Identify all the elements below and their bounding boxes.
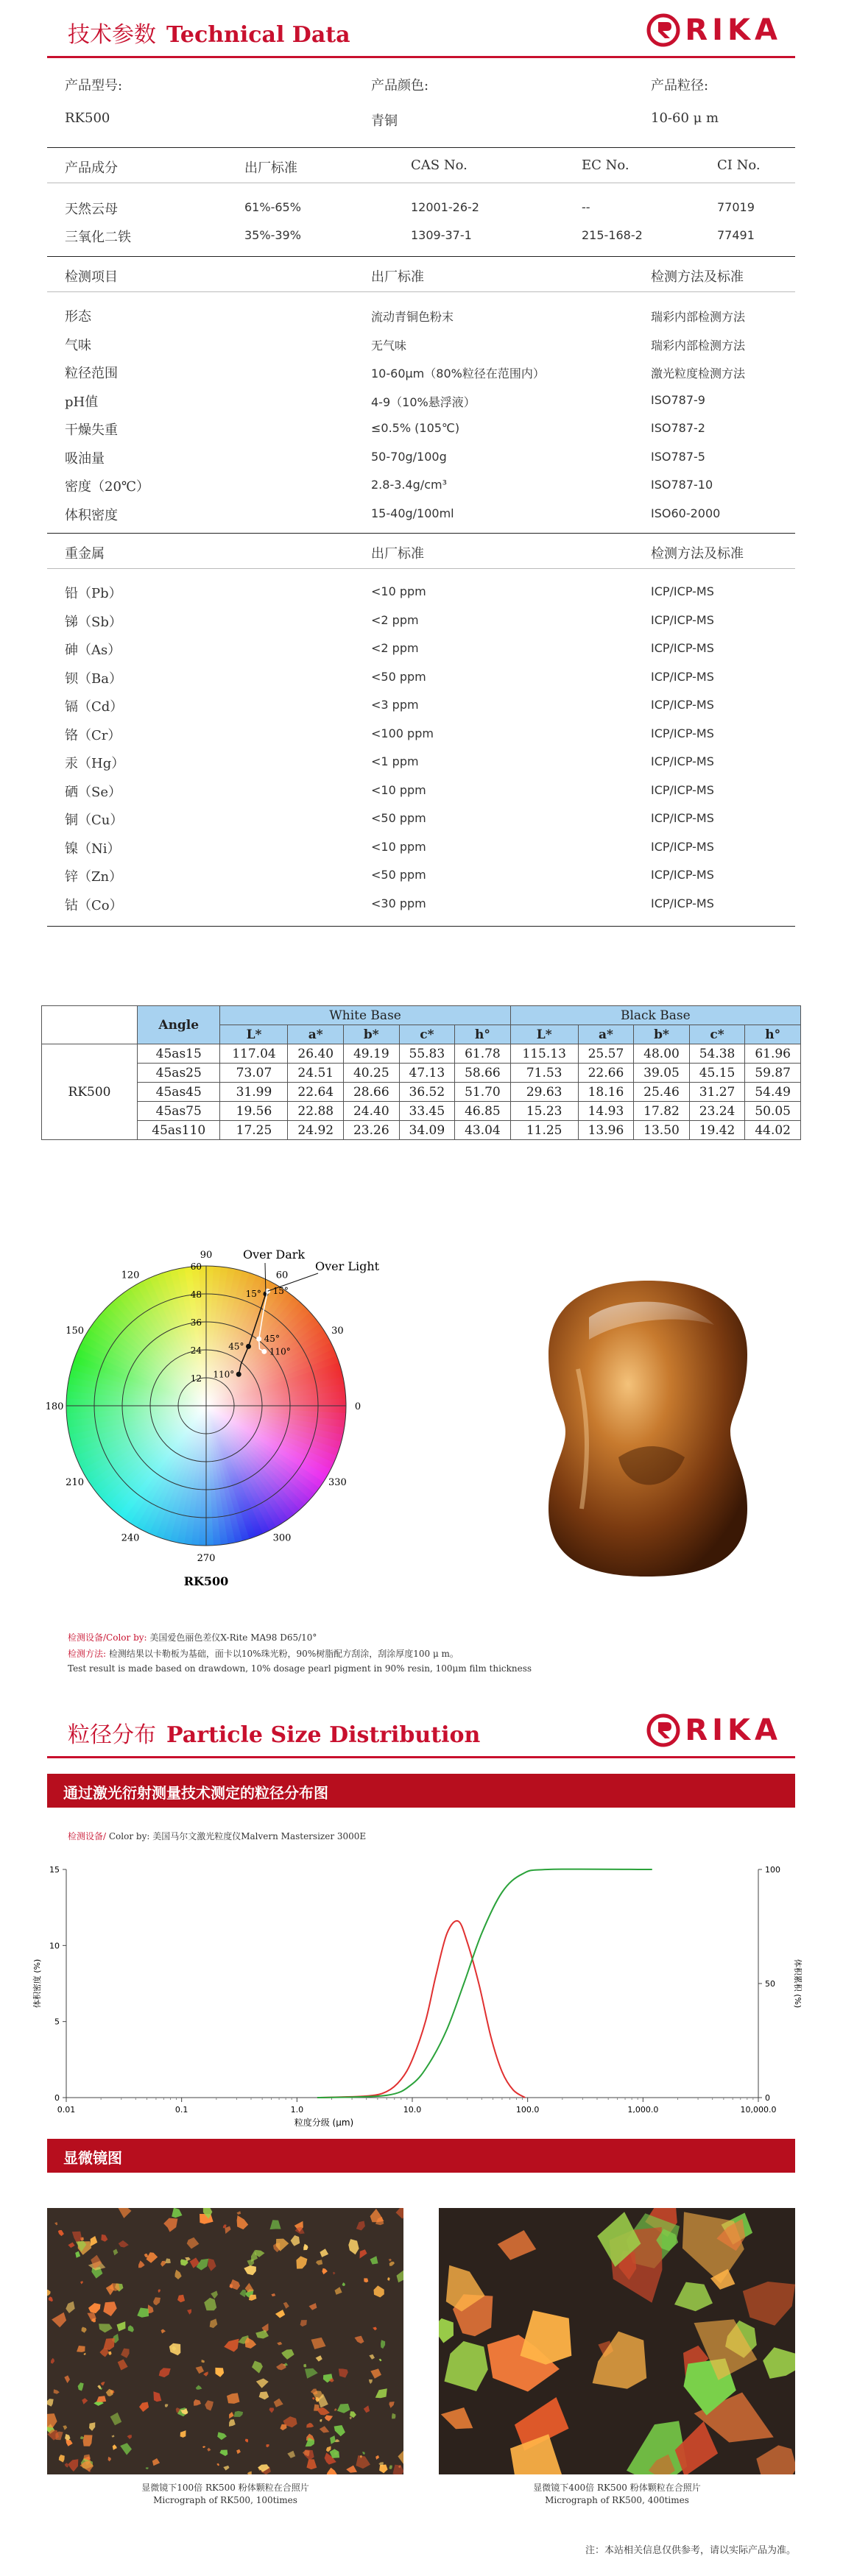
table-row	[47, 386, 795, 414]
table-row	[47, 804, 795, 832]
x-tick-label: 10,000.0	[740, 2105, 777, 2115]
rika-logo	[646, 1713, 782, 1747]
cell: 45as15	[138, 1044, 220, 1064]
cell: 13.50	[634, 1121, 690, 1140]
cell: 镍（Ni）	[65, 841, 121, 857]
table-row	[47, 634, 795, 662]
cell: ISO787-9	[651, 392, 705, 407]
table-row	[47, 357, 795, 385]
label-model: 产品型号:	[65, 78, 123, 93]
cell: 50.05	[745, 1102, 801, 1121]
y-tick-label: 0	[54, 2093, 60, 2103]
logo-text: RIKA	[685, 13, 782, 47]
table-row	[47, 221, 795, 249]
label-size: 产品粒径:	[651, 78, 709, 93]
header-rule	[47, 56, 795, 58]
cell: 45.15	[689, 1064, 745, 1083]
y-tick-label: 10	[49, 1941, 60, 1951]
table-row	[47, 300, 795, 328]
angle-tick-label: 300	[272, 1532, 292, 1544]
label-color: 产品颜色:	[371, 78, 429, 93]
cell: 24.92	[288, 1121, 344, 1140]
cell: 17.82	[634, 1102, 690, 1121]
angle-tick-label: 270	[197, 1553, 216, 1564]
cell: 铬（Cr）	[65, 727, 121, 743]
cell: 14.93	[578, 1102, 634, 1121]
cell: 19.42	[689, 1121, 745, 1140]
cell: 29.63	[510, 1083, 578, 1102]
lab-col-header: h°	[745, 1025, 801, 1044]
y-tick-label: 5	[54, 2017, 60, 2027]
cell: <1 ppm	[371, 754, 419, 768]
angle-tick-label: 240	[121, 1532, 140, 1544]
note-label: 检测设备/Color by:	[68, 1632, 147, 1643]
curve-point	[256, 1337, 261, 1342]
divider	[47, 256, 795, 257]
cell: ICP/ICP-MS	[651, 868, 714, 882]
curve-point-label: 110°	[269, 1346, 291, 1357]
particle-size-chart	[29, 1855, 817, 2127]
page-title	[68, 16, 350, 49]
over-dark-label: Over Dark	[243, 1248, 306, 1262]
radial-tick-label: 36	[190, 1317, 202, 1328]
cell: 31.99	[220, 1083, 288, 1102]
cell: pH值	[65, 394, 99, 410]
cell: 73.07	[220, 1064, 288, 1083]
cell: 23.24	[689, 1102, 745, 1121]
color-sample-car-image	[537, 1273, 758, 1582]
color-method-note	[68, 1647, 459, 1660]
cell: 43.04	[455, 1121, 511, 1140]
cell: ≤0.5% (105℃)	[371, 421, 460, 435]
cell: 铅（Pb）	[65, 586, 122, 601]
col-header: CI No.	[717, 158, 761, 173]
cell: 45as25	[138, 1064, 220, 1083]
angle-tick-label: 150	[66, 1326, 85, 1337]
title-cn: 粒径分布	[68, 1722, 156, 1748]
table-row	[42, 1064, 801, 1083]
col-header: 出厂标准	[244, 160, 297, 176]
table-row	[47, 193, 795, 221]
table-row	[42, 1044, 801, 1064]
over-light-label: Over Light	[315, 1259, 380, 1273]
cell: 吸油量	[65, 450, 105, 467]
curve-point-label: 15°	[272, 1286, 289, 1297]
note-label: 检测设备/	[68, 1831, 107, 1841]
lab-col-header: L*	[220, 1025, 288, 1044]
cell: <10 ppm	[371, 584, 426, 598]
cell: 61%-65%	[244, 200, 301, 214]
angle-tick-label: 180	[45, 1401, 64, 1412]
angle-header: Angle	[138, 1006, 220, 1044]
curve-point-label: 110°	[213, 1369, 235, 1380]
cell: 钴（Co）	[65, 897, 123, 913]
cell: 61.96	[745, 1044, 801, 1064]
col-header: EC No.	[582, 158, 629, 173]
cell: <3 ppm	[371, 698, 419, 712]
table-row	[47, 499, 795, 527]
cell: 19.56	[220, 1102, 288, 1121]
cell: ICP/ICP-MS	[651, 839, 714, 854]
metals-header	[47, 537, 795, 565]
cell: 45as110	[138, 1121, 220, 1140]
color-device-note	[68, 1631, 317, 1643]
cell: <2 ppm	[371, 612, 419, 627]
radial-tick-label: 48	[190, 1289, 202, 1300]
divider	[47, 568, 795, 569]
divider	[47, 533, 795, 534]
table-row	[47, 690, 795, 718]
cell: 22.64	[288, 1083, 344, 1102]
table-row	[47, 414, 795, 442]
cell: ISO787-10	[651, 478, 713, 492]
cell: ICP/ICP-MS	[651, 612, 714, 627]
divider	[47, 291, 795, 292]
x-tick-label: 100.0	[515, 2105, 540, 2115]
y-axis-label-right: 体积累积 (%)	[793, 1958, 803, 2009]
curve-point	[246, 1344, 251, 1349]
note-text: Test result is made based on drawdown, 10% dosage pearl pigment in 90% resin, 100μm film thickness	[68, 1663, 532, 1674]
footer-disclaimer: 注：本站相关信息仅供参考，请以实际产品为准。	[585, 2545, 796, 2556]
value-color: 青铜	[371, 113, 398, 129]
cell: 51.70	[455, 1083, 511, 1102]
cell: 117.04	[220, 1044, 288, 1064]
cell: 瑞彩内部检测方法	[651, 310, 746, 324]
col-header: 产品成分	[65, 160, 118, 176]
cell: ICP/ICP-MS	[651, 698, 714, 712]
cell: 55.83	[399, 1044, 455, 1064]
cell: 4-9（10%悬浮液）	[371, 394, 476, 409]
cell: 36.52	[399, 1083, 455, 1102]
micrograph-100x-image	[47, 2208, 403, 2474]
cell: 气味	[65, 337, 91, 353]
angle-tick-label: 90	[200, 1250, 213, 1261]
black-base-header: Black Base	[510, 1006, 800, 1025]
radial-tick-label: 12	[190, 1373, 202, 1384]
x-tick-label: 1.0	[290, 2105, 304, 2115]
curve-point	[236, 1372, 241, 1377]
cell: 44.02	[745, 1121, 801, 1140]
lab-col-header: a*	[288, 1025, 344, 1044]
cell: <10 ppm	[371, 839, 426, 854]
cell: 46.85	[455, 1102, 511, 1121]
cell: 45as45	[138, 1083, 220, 1102]
value-model: RK500	[65, 110, 110, 126]
table-row	[47, 606, 795, 634]
table-row	[42, 1121, 801, 1140]
x-tick-label: 10.0	[403, 2105, 422, 2115]
title-en: Particle Size Distribution	[166, 1722, 481, 1748]
cell: 17.25	[220, 1121, 288, 1140]
cell: 45as75	[138, 1102, 220, 1121]
table-row	[47, 719, 795, 747]
col-header: CAS No.	[411, 158, 468, 173]
table-row	[47, 776, 795, 804]
y-axis-label: 体积密度 (%)	[32, 1958, 42, 2009]
cell: 215-168-2	[582, 228, 643, 242]
blank-cell	[42, 1006, 138, 1044]
cell: 25.57	[578, 1044, 634, 1064]
rika-logo-mark-icon	[646, 1713, 680, 1747]
curve-point-label: 45°	[264, 1334, 280, 1345]
lab-col-header: h°	[455, 1025, 511, 1044]
cell: <50 ppm	[371, 811, 426, 825]
lab-col-header: a*	[578, 1025, 634, 1044]
note-text: Color by: 美国马尔文激光粒度仪Malvern Mastersizer 3000E	[108, 1831, 367, 1841]
y-tick-label: 15	[49, 1865, 60, 1875]
cell: ICP/ICP-MS	[651, 811, 714, 825]
cell: 干燥失重	[65, 422, 118, 438]
table-row	[47, 860, 795, 888]
col-header: 检测项目	[65, 269, 118, 285]
cell: 15.23	[510, 1102, 578, 1121]
angle-tick-label: 60	[275, 1270, 289, 1281]
cell: 钡（Ba）	[65, 670, 122, 687]
col-header: 出厂标准	[371, 546, 424, 562]
table-row	[42, 1083, 801, 1102]
cell: --	[582, 200, 590, 214]
cell: 硒（Se）	[65, 784, 121, 800]
cell: <2 ppm	[371, 641, 419, 655]
cell: 1309-37-1	[411, 228, 472, 242]
cell: 13.96	[578, 1121, 634, 1140]
lab-col-header: L*	[510, 1025, 578, 1044]
value-size: 10-60 μ m	[651, 110, 719, 126]
cell: ISO60-2000	[651, 506, 721, 520]
col-header: 重金属	[65, 546, 105, 562]
cell: ISO787-2	[651, 421, 705, 435]
note-label: 检测方法:	[68, 1649, 107, 1659]
note-text: 检测结果以卡勒板为基础，面卡以10%珠光粉，90%树脂配方刮涂，刮涂厚度100 μ m。	[108, 1649, 459, 1659]
cell: 体积密度	[65, 507, 118, 523]
cell: 瑞彩内部检测方法	[651, 338, 746, 353]
lab-col-header: c*	[399, 1025, 455, 1044]
psd-device-note	[68, 1830, 366, 1842]
cell: 25.46	[634, 1083, 690, 1102]
table-row	[47, 329, 795, 357]
curve-point	[261, 1349, 267, 1354]
psd-section-bar: 通过激光衍射测量技术测定的粒径分布图	[47, 1774, 795, 1808]
cell: 23.26	[344, 1121, 400, 1140]
cell: 71.53	[510, 1064, 578, 1083]
cell: 49.19	[344, 1044, 400, 1064]
cell: ICP/ICP-MS	[651, 782, 714, 797]
micrograph-section-bar: 显微镜图	[47, 2139, 795, 2173]
angle-tick-label: 330	[328, 1477, 347, 1488]
micrograph-caption-400x	[439, 2482, 795, 2507]
cell: ICP/ICP-MS	[651, 896, 714, 910]
divider	[47, 147, 795, 148]
particle-size-header	[47, 1709, 795, 1761]
x-tick-label: 1,000.0	[627, 2105, 659, 2115]
table-row	[47, 747, 795, 775]
lab-color-table	[41, 1005, 801, 1140]
x-tick-label: 0.01	[57, 2105, 76, 2115]
title-cn: 技术参数	[68, 22, 156, 48]
cell: 48.00	[634, 1044, 690, 1064]
rika-logo	[646, 13, 782, 47]
cell: ICP/ICP-MS	[651, 669, 714, 684]
col-header: 出厂标准	[371, 269, 424, 285]
cell: 2.8-3.4g/cm³	[371, 478, 448, 492]
lab-col-header: b*	[344, 1025, 400, 1044]
cell: 汞（Hg）	[65, 756, 125, 771]
note-text: 美国爱色丽色差仪X-Rite MA98 D65/10°	[149, 1632, 317, 1643]
cell: 形态	[65, 309, 91, 325]
logo-text: RIKA	[685, 1713, 782, 1747]
cell: 28.66	[344, 1083, 400, 1102]
composition-header	[47, 152, 795, 180]
cell: 砷（As）	[65, 643, 121, 658]
table-row	[42, 1102, 801, 1121]
cell: 12001-26-2	[411, 200, 479, 214]
density-series-line	[317, 1921, 525, 2098]
polar-product-label: RK500	[183, 1574, 229, 1588]
cell: ISO787-5	[651, 449, 705, 464]
cell: 流动青铜色粉末	[371, 310, 454, 324]
caption-cn: 显微镜下100倍 RK500 粉体颗粒在合照片	[141, 2483, 309, 2493]
cell: ICP/ICP-MS	[651, 584, 714, 598]
radial-tick-label: 24	[190, 1345, 202, 1356]
cell: 18.16	[578, 1083, 634, 1102]
cell: ICP/ICP-MS	[651, 726, 714, 740]
cell: <30 ppm	[371, 896, 426, 910]
cell: 天然云母	[65, 202, 118, 217]
table-row	[47, 470, 795, 498]
y-tick-label-right: 0	[765, 2093, 770, 2103]
cell: 39.05	[634, 1064, 690, 1083]
cell: 33.45	[399, 1102, 455, 1121]
cell: 铜（Cu）	[65, 813, 124, 828]
cumulative-series-line	[317, 1869, 652, 2098]
cell: 54.49	[745, 1083, 801, 1102]
white-base-header: White Base	[220, 1006, 510, 1025]
cell: 10-60μm（80%粒径在范围内）	[371, 367, 545, 381]
color-method-note-en	[68, 1663, 532, 1674]
table-row	[47, 832, 795, 860]
micrograph-400x-image	[439, 2208, 795, 2474]
curve-point-label: 45°	[228, 1341, 244, 1352]
cell: 59.87	[745, 1064, 801, 1083]
cell: ICP/ICP-MS	[651, 641, 714, 655]
table-row	[47, 442, 795, 470]
lab-col-header: b*	[634, 1025, 690, 1044]
cell: 31.27	[689, 1083, 745, 1102]
x-axis-label: 粒度分级 (μm)	[294, 2117, 354, 2127]
caption-cn: 显微镜下400倍 RK500 粉体颗粒在合照片	[533, 2483, 701, 2493]
cell: 47.13	[399, 1064, 455, 1083]
cell: 激光粒度检测方法	[651, 367, 746, 381]
cell: 26.40	[288, 1044, 344, 1064]
cell: 24.51	[288, 1064, 344, 1083]
cell: 35%-39%	[244, 228, 301, 242]
angle-tick-label: 0	[354, 1401, 361, 1412]
cell: 粒径范围	[65, 366, 118, 381]
divider	[47, 926, 795, 927]
cell: 54.38	[689, 1044, 745, 1064]
table-row	[47, 662, 795, 690]
cell: 61.78	[455, 1044, 511, 1064]
col-header: 检测方法及标准	[651, 269, 744, 285]
y-tick-label-right: 100	[765, 1865, 780, 1875]
radial-tick-label: 60	[190, 1262, 202, 1272]
lab-col-header: c*	[689, 1025, 745, 1044]
caption-en: Micrograph of RK500, 100times	[153, 2495, 297, 2505]
angle-tick-label: 30	[331, 1326, 344, 1337]
micrograph-caption-100x	[47, 2482, 403, 2507]
table-row	[47, 577, 795, 605]
y-tick-label-right: 50	[765, 1979, 775, 1989]
technical-data-header	[47, 9, 795, 60]
cell: 77491	[717, 228, 755, 242]
x-tick-label: 0.1	[174, 2105, 188, 2115]
title-en: Technical Data	[166, 22, 350, 48]
angle-tick-label: 120	[121, 1270, 140, 1281]
cell: 锌（Zn）	[65, 869, 123, 885]
table-row	[47, 889, 795, 917]
cell: <100 ppm	[371, 726, 434, 740]
lab-product-cell: RK500	[42, 1044, 138, 1140]
cell: <50 ppm	[371, 669, 426, 684]
cell: 34.09	[399, 1121, 455, 1140]
section-title	[68, 1716, 480, 1749]
header-rule	[47, 1756, 795, 1758]
caption-en: Micrograph of RK500, 400times	[545, 2495, 689, 2505]
tests-header	[47, 261, 795, 289]
cell: 22.66	[578, 1064, 634, 1083]
cell: 50-70g/100g	[371, 449, 447, 464]
cell: ICP/ICP-MS	[651, 754, 714, 768]
cell: 40.25	[344, 1064, 400, 1083]
color-polar-diagram	[44, 1214, 412, 1597]
cell: 三氧化二铁	[65, 230, 131, 245]
cell: 11.25	[510, 1121, 578, 1140]
rika-logo-mark-icon	[646, 13, 680, 47]
cell: 无气味	[371, 338, 407, 353]
cell: 锑（Sb）	[65, 614, 122, 630]
cell: 115.13	[510, 1044, 578, 1064]
cell: 77019	[717, 200, 755, 214]
cell: 15-40g/100ml	[371, 506, 454, 520]
cell: 58.66	[455, 1064, 511, 1083]
angle-tick-label: 210	[66, 1477, 85, 1488]
cell: 镉（Cd）	[65, 699, 124, 715]
cell: <10 ppm	[371, 782, 426, 797]
cell: 22.88	[288, 1102, 344, 1121]
col-header: 检测方法及标准	[651, 546, 744, 562]
cell: 密度（20℃）	[65, 479, 150, 495]
cell: <50 ppm	[371, 868, 426, 882]
curve-point-label: 15°	[245, 1289, 261, 1300]
cell: 24.40	[344, 1102, 400, 1121]
